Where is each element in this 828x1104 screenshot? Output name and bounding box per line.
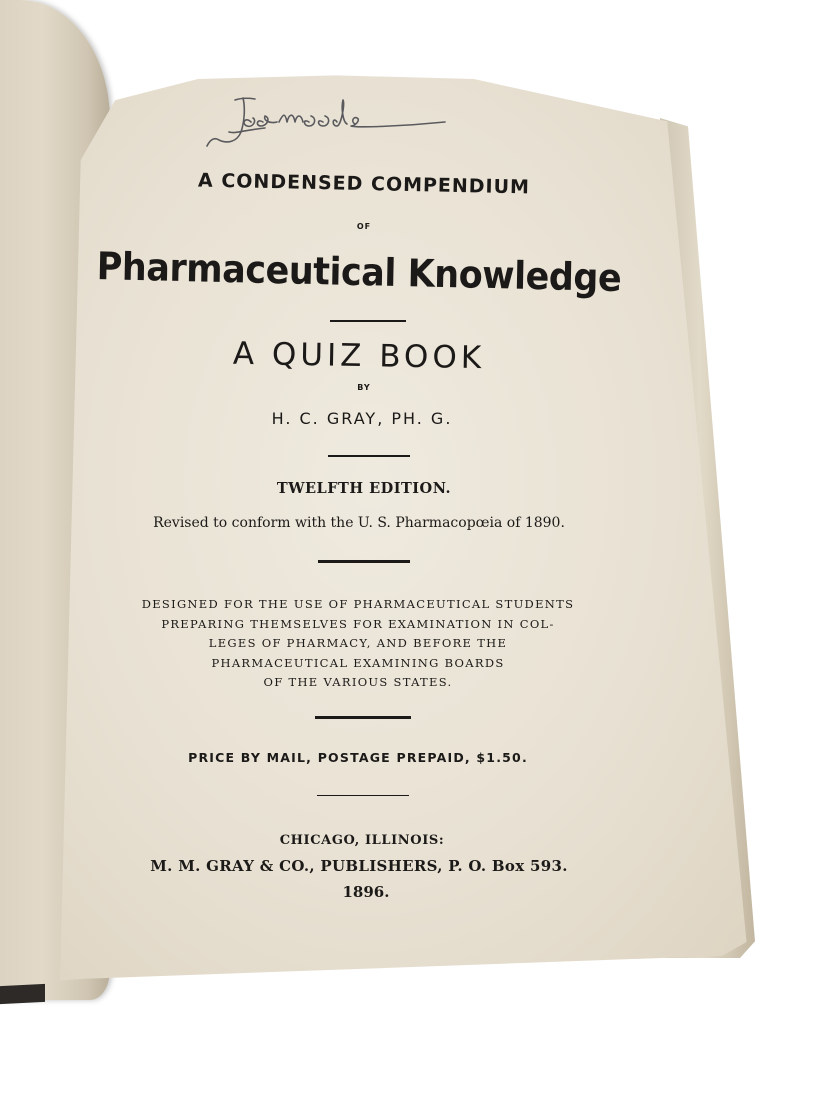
divider-rule	[330, 320, 406, 322]
description-line: PHARMACEUTICAL EXAMINING BOARDS	[211, 655, 505, 670]
price-line: PRICE BY MAIL, POSTAGE PREPAID, $1.50.	[188, 750, 528, 765]
divider-rule	[315, 716, 411, 719]
book-cover-corner	[0, 984, 45, 1004]
book-subtitle: A QUIZ BOOK	[232, 335, 486, 377]
divider-rule	[318, 560, 410, 563]
heading-compendium: A CONDENSED COMPENDIUM	[197, 169, 531, 199]
description-line: PREPARING THEMSELVES FOR EXAMINATION IN COL-	[161, 616, 555, 631]
description-line: DESIGNED FOR THE USE OF PHARMACEUTICAL STUDENTS	[141, 597, 575, 611]
description-line: OF THE VARIOUS STATES.	[263, 675, 453, 690]
author-name: H. C. GRAY, PH. G.	[271, 409, 453, 428]
description-line: LEGES OF PHARMACY, AND BEFORE THE	[208, 636, 508, 651]
edition-label: TWELFTH EDITION.	[276, 480, 452, 497]
book-title: Pharmaceutical Knowledge	[96, 244, 622, 300]
byline-label: BY	[357, 383, 371, 392]
heading-of: OF	[356, 222, 372, 231]
divider-rule	[317, 795, 409, 796]
description-block	[0, 595, 772, 693]
publisher-name: M. M. GRAY & CO., PUBLISHERS, P. O. Box 593.	[150, 857, 568, 875]
publication-year: 1896.	[342, 883, 390, 901]
pencil-signature	[205, 92, 455, 152]
revision-note: Revised to conform with the U. S. Pharmacopœia of 1890.	[153, 515, 565, 531]
publisher-city: CHICAGO, ILLINOIS:	[279, 833, 445, 848]
divider-rule	[328, 455, 410, 457]
